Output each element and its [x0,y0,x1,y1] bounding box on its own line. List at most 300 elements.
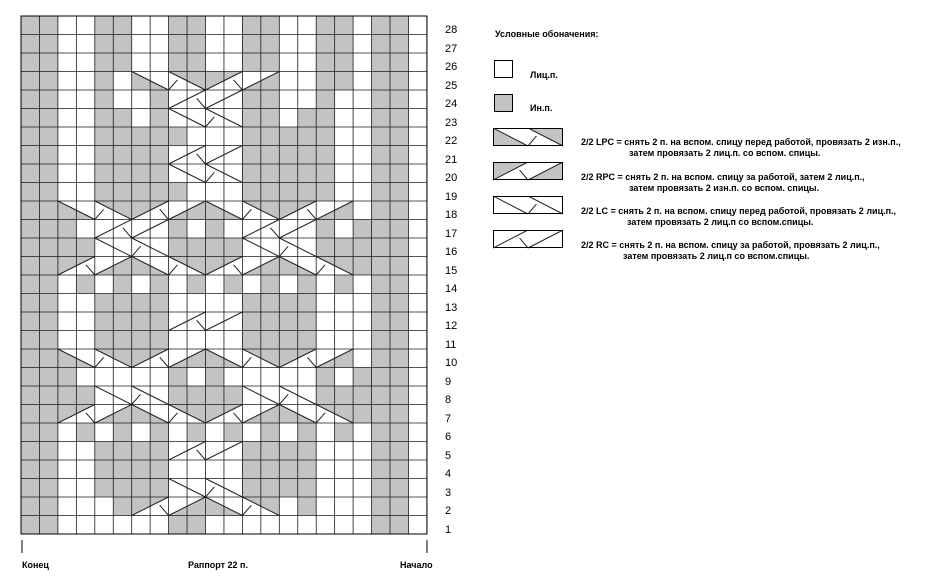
rc-line2: затем провязать 2 лиц.п со вспом.спицы. [623,251,810,261]
purl-cell [372,183,390,202]
purl-cell [21,386,39,405]
purl-cell [21,109,39,128]
knit-cell [132,16,150,35]
knit-cell [95,275,113,294]
purl-cell [39,90,57,109]
purl-cell [113,127,131,146]
knit-cell [206,460,224,479]
lpc-line2: затем провязать 2 лиц.п. со вспом. спицы. [629,148,821,158]
knit-cell [298,516,316,535]
knit-cell [408,201,426,220]
row-number: 1 [445,523,452,536]
knit-cell [353,479,371,498]
knit-cell [224,16,242,35]
purl-cell [113,460,131,479]
knit-cell [224,294,242,313]
purl-cell [372,164,390,183]
purl-cell [169,183,187,202]
purl-cell [21,516,39,535]
knit-cell [113,90,131,109]
purl-cell [58,368,76,387]
knit-cell [279,275,297,294]
purl-cell [95,109,113,128]
purl-cell [335,386,353,405]
row-number: 28 [445,24,458,36]
purl-cell [76,423,94,442]
purl-cell [21,164,39,183]
purl-cell [298,331,316,350]
knit-cell [58,423,76,442]
purl-cell [279,294,297,313]
knit-cell [408,109,426,128]
knit-cell [353,109,371,128]
knit-cell [224,220,242,239]
purl-cell [21,72,39,91]
purl-cell [390,516,408,535]
purl-cell [113,16,131,35]
purl-cell [169,220,187,239]
purl-cell [113,312,131,331]
purl-cell [21,368,39,387]
purl-cell [390,146,408,165]
purl-cell [187,53,205,72]
purl-cell [150,442,168,461]
rc-cable-icon [493,230,565,250]
knit-cell [335,516,353,535]
purl-cell [242,90,260,109]
lc-line2: затем провязать 2 лиц.п со вспом.спицы. [627,217,814,227]
purl-cell [372,238,390,257]
lpc-cable-icon [493,128,565,148]
knit-cell [76,183,94,202]
purl-cell [21,405,39,424]
knit-cell [206,331,224,350]
row-number: 27 [445,42,458,55]
purl-cell [95,312,113,331]
purl-cell [372,90,390,109]
knit-cell [132,368,150,387]
purl-cell [372,109,390,128]
knit-cell [335,294,353,313]
purl-cell [279,331,297,350]
row-number: 14 [445,283,458,295]
knit-cell [316,423,334,442]
purl-cell [372,257,390,276]
purl-cell [372,53,390,72]
purl-cell [279,164,297,183]
knit-cell [76,294,94,313]
purl-cell [95,127,113,146]
purl-cell [39,238,57,257]
purl-cell [298,275,316,294]
knit-cell [58,275,76,294]
purl-cell [150,460,168,479]
purl-cell [372,386,390,405]
purl-cell [39,127,57,146]
purl-cell [21,442,39,461]
knit-cell [76,72,94,91]
purl-cell [261,294,279,313]
knit-cell [95,368,113,387]
knit-cell [408,72,426,91]
purl-cell [279,183,297,202]
row-number: 9 [445,375,452,388]
purl-cell [372,349,390,368]
purl-cell [169,516,187,535]
knit-cell [206,516,224,535]
knit-cell [58,442,76,461]
purl-cell [206,386,224,405]
purl-cell [150,331,168,350]
purl-cell [21,497,39,516]
purl-cell [390,386,408,405]
purl-cell [39,201,57,220]
purl-cell [150,183,168,202]
purl-cell [372,201,390,220]
knit-cell [298,90,316,109]
knit-cell [76,331,94,350]
purl-cell [39,460,57,479]
purl-cell [150,146,168,165]
knit-cell [353,127,371,146]
knit-cell [408,460,426,479]
purl-cell [242,109,260,128]
purl-cell [242,331,260,350]
knit-cell [58,109,76,128]
purl-cell [39,275,57,294]
knit-cell [132,35,150,54]
knit-cell [132,275,150,294]
knit-cell [298,35,316,54]
purl-cell [113,497,131,516]
purl-cell [372,294,390,313]
knit-cell [76,220,94,239]
purl-cell [261,90,279,109]
row-number: 12 [445,320,458,332]
row-number: 22 [445,135,458,147]
knit-cell [206,275,224,294]
knit-cell [76,368,94,387]
knit-cell [150,368,168,387]
knit-cell [58,164,76,183]
purl-cell [187,423,205,442]
purl-cell [169,368,187,387]
purl-square-icon [494,94,513,112]
purl-cell [261,127,279,146]
knit-cell [408,16,426,35]
rpc-line1: = снять 2 п. на вспом. спицу за работой, затем 2 лиц.п., [617,172,865,182]
purl-cell [316,127,334,146]
knit-cell [206,183,224,202]
purl-cell [39,312,57,331]
knit-square-icon [494,60,513,78]
purl-cell [261,16,279,35]
lc-cable-icon [493,196,565,216]
knit-cell [408,479,426,498]
knit-cell [335,497,353,516]
knit-cell [335,479,353,498]
rc-line1: снять 2 п. на вспом. спицу за работой, провязать 2 лиц.п., [619,240,880,250]
purl-cell [335,53,353,72]
purl-cell [113,331,131,350]
purl-cell [390,257,408,276]
purl-cell [95,164,113,183]
knit-cell [279,497,297,516]
purl-cell [335,238,353,257]
knit-cell [316,460,334,479]
knit-cell [408,368,426,387]
purl-cell [169,238,187,257]
purl-cell [150,90,168,109]
purl-cell [390,201,408,220]
row-number: 3 [445,486,452,499]
purl-cell [242,16,260,35]
purl-cell [261,423,279,442]
purl-cell [39,479,57,498]
knit-cell [76,35,94,54]
row-number: 2 [445,505,452,517]
purl-cell [335,72,353,91]
knit-cell [113,516,131,535]
purl-cell [298,294,316,313]
knit-cell [150,16,168,35]
knit-cell [353,516,371,535]
purl-cell [390,90,408,109]
purl-cell [372,16,390,35]
purl-cell [21,238,39,257]
rpc-abbr: 2/2 RPC [581,172,616,182]
knit-cell [408,294,426,313]
purl-cell [279,460,297,479]
purl-cell [21,127,39,146]
knit-cell [298,368,316,387]
purl-cell [261,442,279,461]
purl-cell [353,405,371,424]
knit-cell [58,183,76,202]
purl-cell [95,183,113,202]
rpc-cable [493,162,563,180]
knit-cell [408,516,426,535]
knit-cell [279,423,297,442]
purl-cell [169,53,187,72]
knit-cell [335,90,353,109]
purl-cell [316,53,334,72]
purl-cell [261,312,279,331]
purl-cell [39,53,57,72]
knit-cell [316,497,334,516]
knit-cell [279,90,297,109]
knit-cell [132,423,150,442]
chart-end-label: Конец [22,560,49,570]
row-number: 23 [445,116,458,129]
purl-cell [353,220,371,239]
purl-cell [39,109,57,128]
knit-cell [76,90,94,109]
knit-cell [353,183,371,202]
cable-bg [493,196,563,214]
knit-cell [187,460,205,479]
purl-cell [372,460,390,479]
knit-cell [132,90,150,109]
knit-cell [58,53,76,72]
knit-cell [76,312,94,331]
purl-cell [39,146,57,165]
knit-cell [279,72,297,91]
purl-cell [390,368,408,387]
purl-cell [39,35,57,54]
knit-cell [279,368,297,387]
knit-cell [224,460,242,479]
knit-cell [58,127,76,146]
purl-cell [372,312,390,331]
knit-cell [353,442,371,461]
knitting-chart [0,0,440,587]
knit-cell [353,460,371,479]
knit-cell [132,53,150,72]
purl-cell [390,164,408,183]
knit-cell [224,127,242,146]
purl-cell [335,16,353,35]
purl-cell [113,183,131,202]
knit-cell [169,294,187,313]
knit-cell [242,423,260,442]
purl-cell [113,109,131,128]
purl-cell [335,275,353,294]
purl-cell [261,183,279,202]
purl-cell [390,238,408,257]
purl-cell [390,442,408,461]
purl-cell [132,312,150,331]
purl-cell [206,238,224,257]
purl-cell [353,368,371,387]
purl-cell [187,238,205,257]
knit-cell [169,460,187,479]
knit-cell [298,16,316,35]
purl-cell [298,146,316,165]
purl-cell [298,127,316,146]
knit-cell [76,164,94,183]
purl-cell [132,479,150,498]
knit-cell [58,479,76,498]
purl-cell [39,72,57,91]
legend-rc-text [581,240,880,262]
knit-cell [335,460,353,479]
knit-cell [353,423,371,442]
purl-cell [76,238,94,257]
purl-cell [298,164,316,183]
knit-cell [353,294,371,313]
knit-cell [316,442,334,461]
purl-cell [95,294,113,313]
purl-cell [316,164,334,183]
row-number: 6 [445,431,452,443]
purl-cell [95,90,113,109]
purl-cell [372,35,390,54]
knit-cell [242,368,260,387]
purl-cell [187,386,205,405]
purl-cell [242,164,260,183]
lc-cable [493,196,563,214]
knit-cell [408,35,426,54]
knit-cell [95,497,113,516]
knit-cell [113,368,131,387]
purl-cell [150,109,168,128]
knit-cell [335,109,353,128]
purl-cell [390,72,408,91]
knit-cell [224,35,242,54]
purl-cell [279,146,297,165]
knit-cell [279,35,297,54]
purl-cell [390,349,408,368]
knit-cell [58,312,76,331]
purl-cell [39,368,57,387]
purl-cell [390,35,408,54]
row-number: 19 [445,190,458,203]
purl-cell [169,35,187,54]
purl-cell [39,516,57,535]
purl-cell [261,331,279,350]
purl-cell [21,331,39,350]
purl-cell [132,442,150,461]
row-number: 16 [445,246,458,258]
knit-cell [206,294,224,313]
purl-cell [113,275,131,294]
purl-cell [372,479,390,498]
purl-cell [242,183,260,202]
purl-cell [224,275,242,294]
knit-cell [187,220,205,239]
knit-cell [187,368,205,387]
purl-cell [132,331,150,350]
purl-cell [279,479,297,498]
legend-title: Условные обоначения: [495,29,599,39]
purl-cell [316,220,334,239]
purl-cell [21,275,39,294]
purl-cell [113,423,131,442]
knit-cell [408,497,426,516]
purl-cell [372,497,390,516]
purl-cell [316,238,334,257]
purl-cell [21,349,39,368]
knit-cell [187,127,205,146]
knit-cell [353,164,371,183]
knit-cell [335,368,353,387]
knit-cell [76,497,94,516]
purl-cell [206,368,224,387]
knit-cell [58,460,76,479]
purl-cell [390,16,408,35]
purl-cell [372,405,390,424]
purl-cell [224,238,242,257]
knit-cell [353,35,371,54]
purl-cell [316,146,334,165]
purl-cell [261,53,279,72]
purl-cell [39,497,57,516]
purl-cell [261,460,279,479]
purl-cell [21,294,39,313]
knit-cell [408,275,426,294]
purl-cell [39,405,57,424]
purl-cell [390,312,408,331]
knit-cell [242,516,260,535]
knit-cell [169,275,187,294]
knit-cell [335,146,353,165]
knit-cell [353,497,371,516]
knit-cell [76,109,94,128]
knit-cell [113,72,131,91]
row-number: 25 [445,79,458,92]
knit-cell [224,368,242,387]
